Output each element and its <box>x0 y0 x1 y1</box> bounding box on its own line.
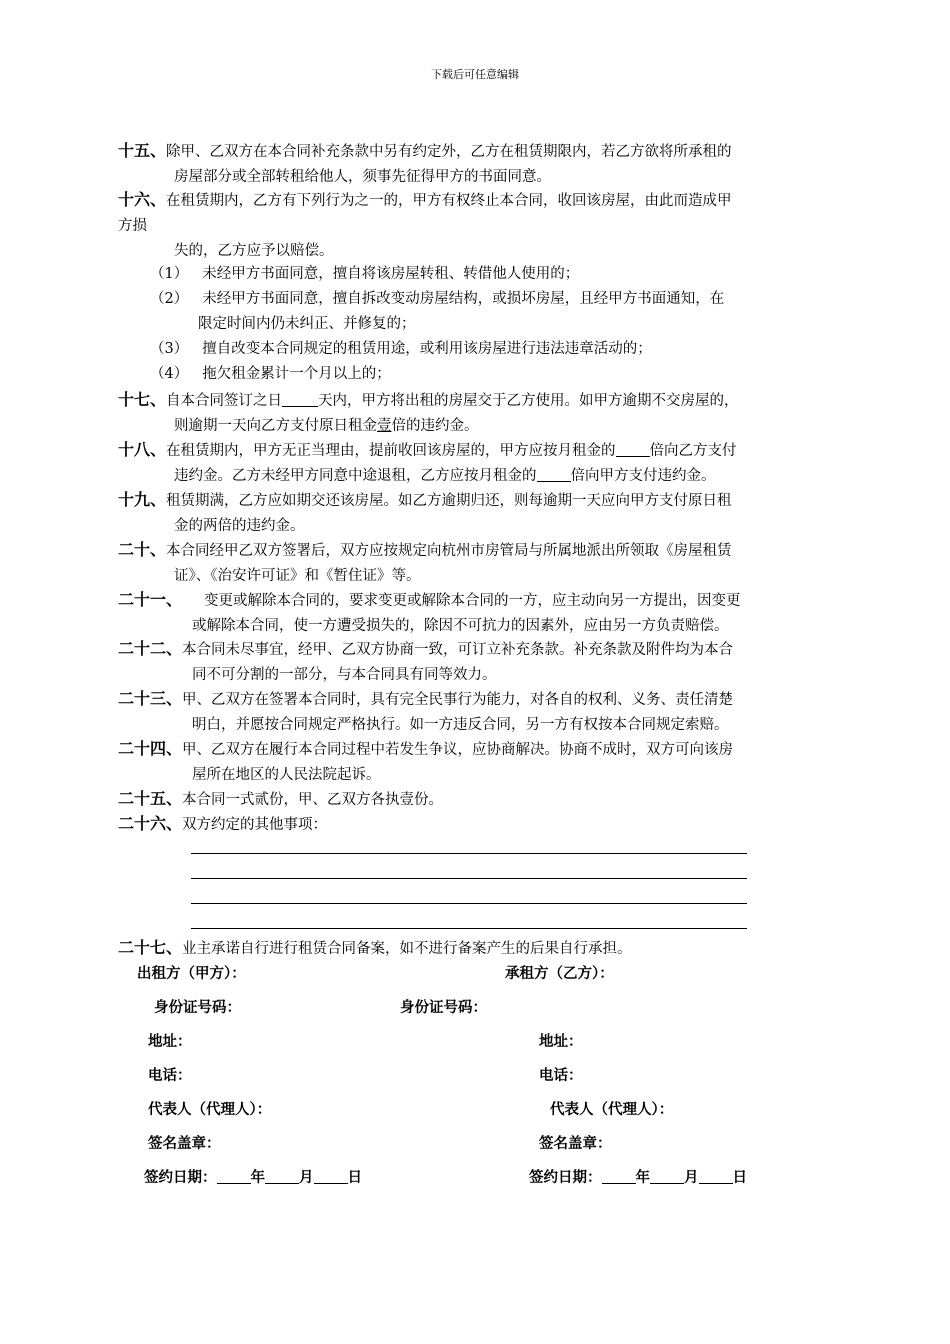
clause-text: 倍的违约金。 <box>391 418 479 434</box>
clause-text: 除甲、乙双方在本合同补充条款中另有约定外，乙方在租赁期限内，若乙方欲将所承租的 <box>166 144 732 160</box>
item-text: 擅自改变本合同规定的租赁用途，或利用该房屋进行违法违章活动的； <box>202 341 652 357</box>
clause-text: 本合同一式贰份，甲、乙双方各执壹份。 <box>182 792 444 808</box>
clause-24 <box>118 736 836 788</box>
clause-text: 本合同经甲乙双方签署后，双方应按规定向杭州市房管局与所属地派出所领取《房屋租赁 <box>166 543 732 559</box>
clause-16 <box>118 187 836 264</box>
month-label: 月 <box>684 1170 699 1186</box>
clause-16-item-2 <box>150 287 840 337</box>
item-label: （2） <box>150 291 189 307</box>
month-label: 月 <box>299 1170 314 1186</box>
month-blank[interactable] <box>650 1167 684 1184</box>
page-header: 下载后可任意编辑 <box>431 68 519 81</box>
clause-number: 十五、 <box>118 141 167 160</box>
clause-22 <box>118 636 836 688</box>
item-label: （1） <box>150 266 189 282</box>
lessor-representative-label: 代表人（代理人）： <box>148 1102 272 1118</box>
clause-text: 自本合同签订之日 <box>166 393 283 409</box>
year-label: 年 <box>250 1170 265 1186</box>
lessor-phone-label: 电话： <box>148 1068 192 1084</box>
lessee-address-label: 地址： <box>539 1034 583 1050</box>
item-label: （3） <box>150 341 189 357</box>
clause-number: 二十一、 <box>118 590 183 609</box>
clause-16-item-3 <box>150 337 652 362</box>
lessor-id-label: 身份证号码： <box>154 1000 241 1016</box>
clause-number: 二十三、 <box>118 689 183 708</box>
clause-20 <box>118 537 836 589</box>
blank-line[interactable] <box>191 853 747 854</box>
clause-18 <box>118 437 836 489</box>
clause-text: 天内，甲方将出租的房屋交于乙方使用。如甲方逾期不交房屋的， <box>318 393 739 409</box>
lessee-label: 承租方（乙方）： <box>505 966 614 982</box>
item-text: 拖欠租金累计一个月以上的； <box>202 366 391 382</box>
clause-text: 双方约定的其他事项： <box>182 817 328 833</box>
blank-field[interactable] <box>282 390 318 407</box>
clause-text: 证》、《治安许可证》和《暂住证》等。 <box>174 568 421 584</box>
date-label: 签约日期： <box>144 1170 217 1186</box>
clause-text: 业主承诺自行进行租赁合同备案，如不进行备案产生的后果自行承担。 <box>182 941 632 957</box>
clause-number: 二十七、 <box>118 938 183 957</box>
blank-line[interactable] <box>191 903 747 904</box>
clause-number: 十八、 <box>118 440 167 459</box>
day-label: 日 <box>347 1170 362 1186</box>
lessor-label: 出租方（甲方）： <box>137 966 246 982</box>
year-label: 年 <box>635 1170 650 1186</box>
lessee-phone-label: 电话： <box>539 1068 583 1084</box>
clause-number: 二十二、 <box>118 639 183 658</box>
clause-text: 屋所在地区的人民法院起诉。 <box>192 767 381 783</box>
clause-number: 二十五、 <box>118 789 183 808</box>
item-text: 限定时间内仍未纠正、并修复的； <box>198 316 416 332</box>
clause-16-item-1 <box>150 262 579 287</box>
year-blank[interactable] <box>217 1167 251 1184</box>
lessee-seal-label: 签名盖章： <box>539 1136 612 1152</box>
lessor-address-label: 地址： <box>148 1034 192 1050</box>
clause-text: 租赁期满，乙方应如期交还该房屋。如乙方逾期归还，则每逾期一天应向甲方支付原日租 <box>166 493 732 509</box>
lessor-seal-label: 签名盖章： <box>148 1136 221 1152</box>
clause-text: 甲、乙双方在履行本合同过程中若发生争议，应协商解决。协商不成时，双方可向该房 <box>182 742 734 758</box>
blank-field[interactable] <box>537 465 571 482</box>
lessor-sign-date <box>144 1166 362 1187</box>
item-text: 未经甲方书面同意，擅自拆改变动房屋结构，或损坏房屋，且经甲方书面通知，在 <box>202 291 725 307</box>
blank-line[interactable] <box>191 928 747 929</box>
blank-field[interactable] <box>616 440 650 457</box>
lessee-representative-label: 代表人（代理人）： <box>550 1102 674 1118</box>
underlined-value: 壹 <box>377 418 392 434</box>
clause-27 <box>118 935 836 962</box>
clause-21 <box>118 587 836 639</box>
blank-line[interactable] <box>191 878 747 879</box>
day-blank[interactable] <box>699 1167 733 1184</box>
clause-text: 在租赁期内，甲方无正当理由，提前收回该房屋的，甲方应按月租金的 <box>166 443 616 459</box>
year-blank[interactable] <box>602 1167 636 1184</box>
day-blank[interactable] <box>314 1167 348 1184</box>
clause-25 <box>118 786 836 813</box>
clause-text: 金的两倍的违约金。 <box>174 518 305 534</box>
clause-26 <box>118 811 836 838</box>
clause-number: 二十六、 <box>118 814 183 833</box>
clause-text: 违约金。乙方未经甲方同意中途退租，乙方应按月租金的 <box>174 468 537 484</box>
clause-text: 房屋部分或全部转租给他人，须事先征得甲方的书面同意。 <box>174 169 551 185</box>
clause-19 <box>118 487 836 539</box>
lessee-sign-date <box>529 1166 747 1187</box>
month-blank[interactable] <box>265 1167 299 1184</box>
clause-23 <box>118 686 836 738</box>
clause-15 <box>118 138 836 190</box>
clause-17 <box>118 387 836 439</box>
clause-text: 在租赁期内，乙方有下列行为之一的，甲方有权终止本合同，收回该房屋，由此而造成甲 <box>166 193 732 209</box>
clause-text: 方损 <box>118 218 147 234</box>
lessee-id-label: 身份证号码： <box>400 1000 487 1016</box>
clause-text: 甲、乙双方在签署本合同时，具有完全民事行为能力，对各自的权利、义务、责任清楚 <box>182 692 734 708</box>
item-label: （4） <box>150 366 189 382</box>
day-label: 日 <box>732 1170 747 1186</box>
clause-number: 二十、 <box>118 540 167 559</box>
clause-text: 或解除本合同，使一方遭受损失的，除因不可抗力的因素外，应由另一方负责赔偿。 <box>192 618 729 634</box>
clause-number: 十九、 <box>118 490 167 509</box>
clause-number: 十六、 <box>118 190 167 209</box>
clause-number: 二十四、 <box>118 739 183 758</box>
clause-text: 本合同未尽事宜，经甲、乙双方协商一致，可订立补充条款。补充条款及附件均为本合 <box>182 642 734 658</box>
item-text: 未经甲方书面同意，擅自将该房屋转租、转借他人使用的； <box>202 266 580 282</box>
clause-text: 明白，并愿按合同规定严格执行。如一方违反合同，另一方有权按本合同规定索赔。 <box>192 717 729 733</box>
clause-text: 变更或解除本合同的，要求变更或解除本合同的一方，应主动向另一方提出，因变更 <box>204 593 741 609</box>
clause-16-item-4 <box>150 362 391 387</box>
clause-text: 则逾期一天向乙方支付原日租金 <box>174 418 377 434</box>
clause-number: 十七、 <box>118 390 167 409</box>
date-label: 签约日期： <box>529 1170 602 1186</box>
clause-text: 倍向乙方支付 <box>649 443 737 459</box>
clause-text: 同不可分割的一部分，与本合同具有同等效力。 <box>192 667 497 683</box>
clause-text: 失的，乙方应予以赔偿。 <box>174 243 334 259</box>
clause-text: 倍向甲方支付违约金。 <box>570 468 716 484</box>
